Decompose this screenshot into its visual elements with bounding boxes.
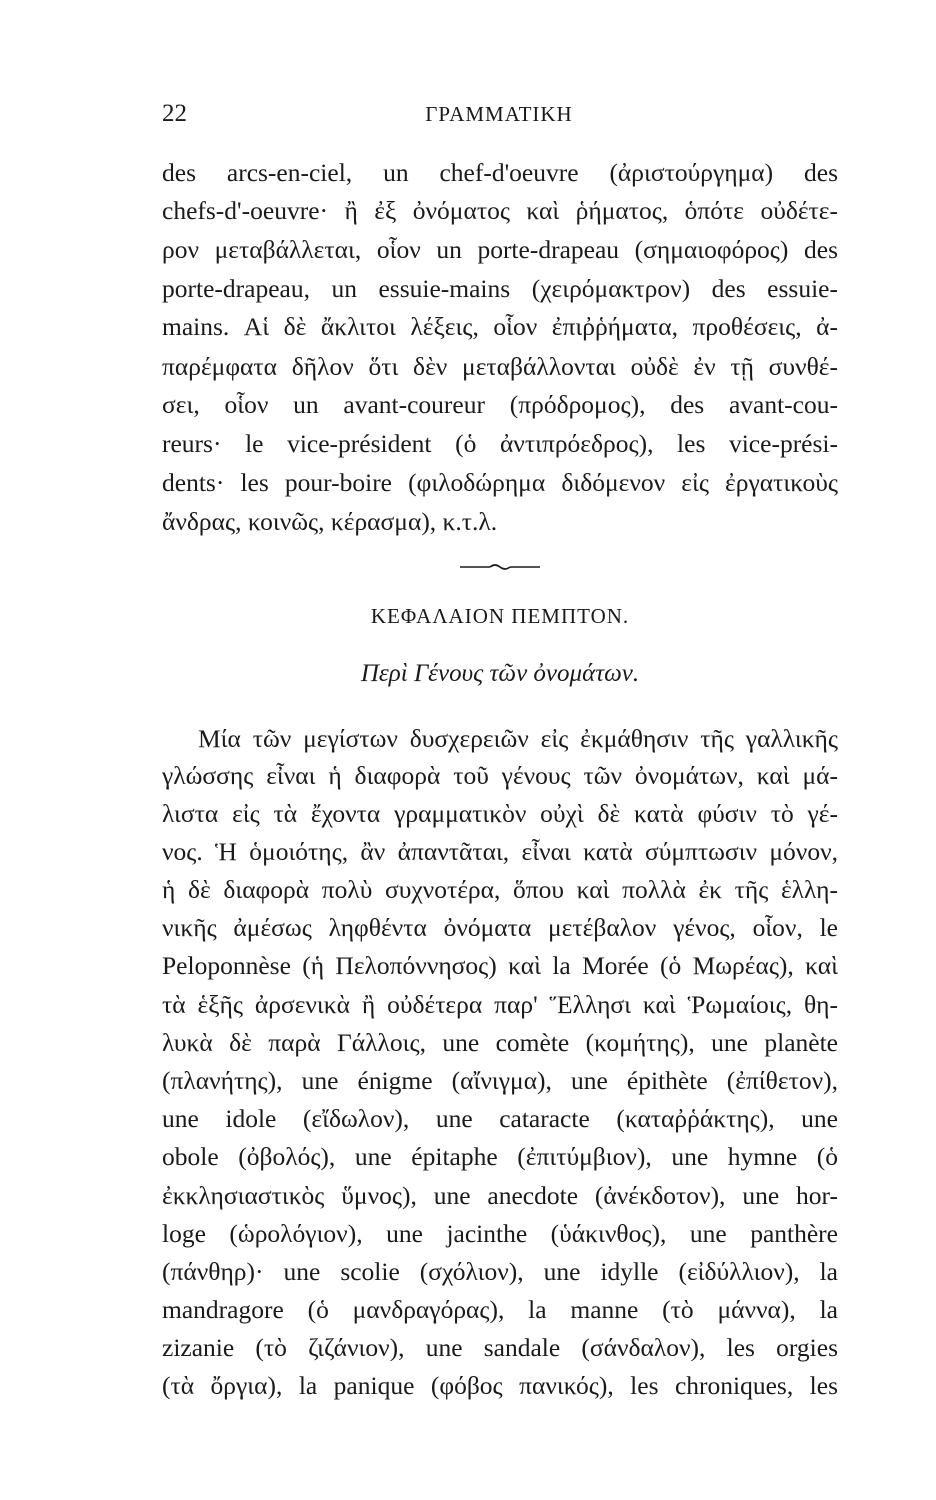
text-line: reurs· le vice-président (ὁ ἀντιπρόεδρος), les vice-prési-: [162, 429, 838, 458]
text-line: νικῆς ἀμέσως ληφθέντα ὀνόματα μετέβαλον γένος, οἷον, le: [162, 913, 838, 942]
page-header: [162, 100, 836, 134]
text-line: γλώσσης εἶναι ἡ διαφορὰ τοῦ γένους τῶν ὀνομάτων, καὶ μά-: [162, 761, 838, 790]
text-line: ἐκκλησιαστικὸς ὕμνος), une anecdote (ἀνέκδοτον), une hor-: [162, 1181, 838, 1210]
text-line: παρέμφατα δῆλον ὅτι δὲν μεταβάλλονται οὐδὲ ἐν τῇ συνθέ-: [162, 352, 838, 381]
text-line: ἄνδρας, κοινῶς, κέρασμα), κ.τ.λ.: [162, 507, 498, 536]
text-line: loge (ὡρολόγιον), une jacinthe (ὑάκινθος), une panthère: [162, 1219, 838, 1248]
page-number: 22: [162, 100, 187, 127]
text-line: (τὰ ὄργια), la panique (φόβος πανικός), les chroniques, les: [162, 1371, 838, 1400]
text-line: (πάνθηρ)· une scolie (σχόλιον), une idylle (εἰδύλλιον), la: [162, 1257, 838, 1286]
chapter-subtitle: Περὶ Γένους τῶν ὀνομάτων.: [360, 660, 640, 687]
ornament-divider: [460, 562, 540, 572]
text-line: chefs-d'-oeuvre· ἢ ἐξ ὀνόματος καὶ ῥήματος, ὁπότε οὐδέτε-: [162, 196, 838, 225]
text-line: dents· les pour-boire (φιλοδώρημα διδόμενον εἰς ἐργατικοὺς: [162, 468, 838, 497]
text-line: ρον μεταβάλλεται, οἷον un porte-drapeau (σημαιοφόρος) des: [162, 235, 838, 264]
text-line: zizanie (τὸ ζιζάνιον), une sandale (σάνδαλον), les orgies: [162, 1333, 838, 1362]
text-line: τὰ ἑξῆς ἀρσενικὰ ἢ οὐδέτερα παρ' Ἕλλησι καὶ Ῥωμαίοις, θη-: [162, 990, 838, 1019]
text-line: porte-drapeau, un essuie-mains (χειρόμακτρον) des essuie-: [162, 274, 838, 303]
running-head: ΓΡΑΜΜΑΤΙΚΗ: [425, 102, 573, 126]
text-line: σει, οἷον un avant-coureur (πρόδρομος), des avant-cou-: [162, 390, 838, 419]
text-line: (πλανήτης), une énigme (αἴνιγμα), une épithète (ἐπίθετον),: [162, 1066, 838, 1095]
text-line: obole (ὀβολός), une épitaphe (ἐπιτύμβιον), une hymne (ὁ: [162, 1142, 838, 1171]
text-line: une idole (εἴδωλον), une cataracte (καταῤῥάκτης), une: [162, 1104, 838, 1133]
text-line: λυκὰ δὲ παρὰ Γάλλοις, une comète (κομήτης), une planète: [162, 1028, 838, 1057]
text-line: Μία τῶν μεγίστων δυσχερειῶν εἰς ἐκμάθησιν τῆς γαλλικῆς: [198, 724, 838, 753]
text-line: mains. Αἱ δὲ ἄκλιτοι λέξεις, οἷον ἐπιῤῥήματα, προθέσεις, ἀ-: [162, 312, 838, 341]
text-line: mandragore (ὁ μανδραγόρας), la manne (τὸ μάννα), la: [162, 1295, 838, 1324]
text-line: Peloponnèse (ἡ Πελοπόννησος) καὶ la Morée (ὁ Μωρέας), καὶ: [162, 951, 838, 980]
text-line: des arcs-en-ciel, un chef-d'oeuvre (ἀριστούργημα) des: [162, 158, 838, 187]
text-line: λιστα εἰς τὰ ἔχοντα γραμματικὸν οὐχὶ δὲ κατὰ φύσιν τὸ γέ-: [162, 799, 838, 828]
text-line: νος. Ἡ ὁμοιότης, ἂν ἀπαντᾶται, εἶναι κατὰ σύμπτωσιν μόνον,: [162, 837, 838, 866]
chapter-title: ΚΕΦΑΛΑΙΟΝ ΠΕΜΠΤΟΝ.: [370, 604, 630, 628]
text-line: ἡ δὲ διαφορὰ πολὺ συχνοτέρα, ὅπου καὶ πολλὰ ἐκ τῆς ἑλλη-: [162, 875, 838, 904]
